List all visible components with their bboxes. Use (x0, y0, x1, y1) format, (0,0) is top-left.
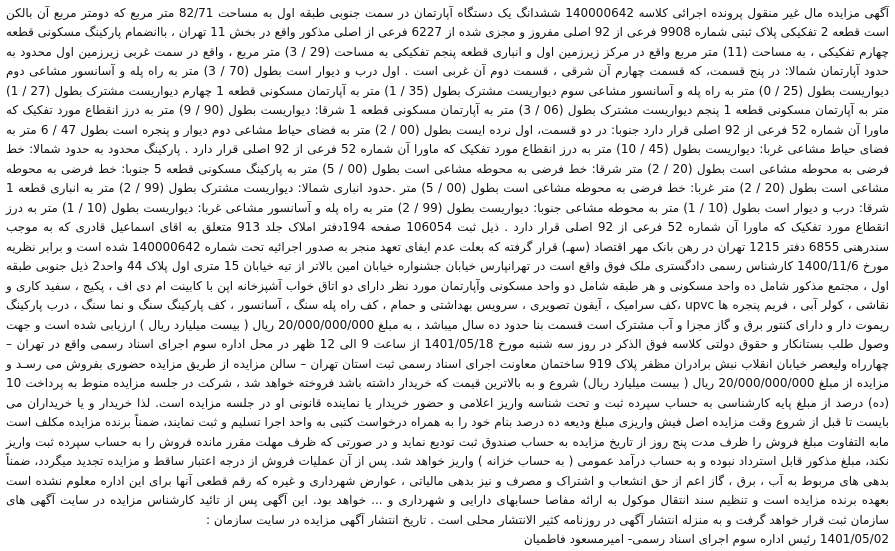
notice-signature: 1401/05/02 رئیس اداره سوم اجرای اسناد رسمی- امیرمسعود فاطمیان (523, 532, 889, 547)
notice-body: آگهی مزایده مال غیر منقول پرونده اجرائی کلاسه 140000642 ششدانگ یک دستگاه آپارتمان در سمت جنوبی طبقه اول به مساحت 82/71 متر مربع که دومتر مربع آن بالکن است قطعه 2 تفکیکی پلاک ثبتی شماره 9908 فرعی از 92 اصلی مفروز و مجزی شده از 6227 فرعی از اصلی مذکور واقع در بخش 11 تهران ، باانضمام پارکینگ مسکونی قطعه چهارم تفکیکی ، به مساحت (11) متر مربع واقع در مرکز زیرزمین اول و انباری قطعه پنجم تفکیکی به مساحت (29 / 3) متر مربع ، واقع در سمت غربی زیرزمین اول محدود به حدود آپارتمان شمالا: در پنج قسمت، که قسمت چهارم آن شرقی ، قسمت دوم آن غربی است . اول درب و دیوار است بطول (70 / 3) متر به راه پله و آسانسور مشاعی دوم دیواریست بطول (25 / 0) متر به راه پله و آسانسور مشاعی سوم دیواریست مشترک بطول (35 / 1) متر به آپارتمان مسکونی قطعه 1 چهارم دیواریست مشترک بطول (27 / 1) متر به آپارتمان مسکونی قطعه 1 پنجم دیواریست مشترک بطول (06 / 3) متر به آپارتمان مسکونی قطعه 1 شرقا: دیواریست بطول (90 / 9) متر به درز انقطاع مورد تفکیک که ماورا آن شماره 52 فرعی از 92 اصلی قرار دارد جنوبا: در دو قسمت، اول نرده ایست بطول (00 / 2) متر به فضای حیاط مشاعی دوم دیوار و پنجره است بطول 47 / 6 متر به فضای حیاط مشاعی غربا: دیواریست بطول (45 / 10) متر به درز انقطاع مورد تفکیک که ماورا آن شماره 52 فرعی از 92 اصلی قرار دارد . پارکینگ محدود به حدود شمالا: خط فرضی به محوطه مشاعی است بطول (20 / 2) متر شرقا: خط فرضی به محوطه مشاعی است بطول (00 / 5) متر به پارکینگ مسکونی قطعه 5 جنوبا: خط فرضی به محوطه مشاعی است بطول (20 / 2) متر غربا: خط فرضی به محوطه مشاعی است بطول (00 / 5) متر .حدود انباری شمالا: دیواریست مشترک بطول (99 / 2) متر به انباری قطعه 1 شرقا: درب و دیوار است بطول (10 / 1) متر به محوطه مشاعی جنوبا: دیواریست بطول (99 / 2) متر به راه پله و آسانسور مشاعی غربا: دیواریست بطول (10 / 1) متر به درز انقطاع مورد تفکیک که ماورا آن شماره 52 فرعی از 92 اصلی قرار دارد . ذیل ثبت 106054 صفحه 194دفتر املاک جلد 913 متعلق به اقای اسماعیل قادری که به موجب سندرهنی 6855 دفتر 1215 تهران در رهن بانک مهر اقتصاد (سهـ) قرار گرفته که بعلت عدم ایفای تعهد منجر به صدور اجرائیه تحت شماره 140000642 شده است و برابر نظریه مورخ 1400/11/6 کارشناس رسمی دادگستری ملک فوق واقع است در تهرانپارس خیابان جشنواره خیابان امین بالاتر از تیه خیابان 15 متری اول پلاک 44 واحد2 ذیل جنوبی طبقه اول ، مجتمع مذکور شامل ده واحد مسکونی و هر طبقه شامل دو واحد مسکونی وآپارتمان مورد نظر دارای دو اتاق خواب آشپزخانه اپن با کابینت ام دی اف ، پکیج ، سفید کاری و نقاشی ، کولر آبی ، فریم پنجره ها upvc ،کف سرامیک ، آیفون تصویری ، سرویس بهداشتی و حمام ، کف راه پله سنگ ، آسانسور ، کف پارکینگ سنگ و نما سنگ ، درب پارکینگ ریموت دار و دارای کنتور برق و گاز مجزا و آب مشترک است قسمت بنا حدود ده سال میباشد ، به مبلغ 20/000/000/000 ریال ( بیست میلیارد ریال ) ارزیابی شده است و جهت وصول طلب بستانکار و حقوق دولتی کلاسه فوق الذکر در روز سه شنبه مورخ 1401/05/18 از ساعت 9 الی 12 ظهر در محل اداره سوم اجرای اسناد رسمی واقع در تهران – چهارراه ولیعصر خیابان انقلاب نبش برادران مظفر پلاک 919 ساختمان معاونت اجرای اسناد رسمی ثبت استان تهران – سالن مزایده از طریق مزایده حضوری بفروش می رسـد و مزایده از مبلغ 20/000/000/000 ریال ( بیست میلیارد ریال) شروع و به بالاترین قیمت که خریدار داشته باشد فروخته خواهد شد ، شرکت در جلسه مزایده منوط به پرداخت 10 (ده) درصد از مبلغ پایه کارشناسی به حساب سپرده ثبت و تحت شناسه واریز اعلامی و حضور خریدار یا نماینده قانونی او در جلسه مزایده است. لذا خریدار و یا خریداران می بایست تا قبل از شروع وقت مزایده اصل فیش واریزی مبلغ ودیعه ده درصد بنام خود را به همراه درخواست کتبی به واحد اجرا تسلیم و ثبت نمایند، ضمناً برنده مزایده مکلف است مابه التفاوت مبلغ فروش را ظرف مدت پنج روز از تاریخ مزایده به حساب صندوق ثبت تودیع نماید و در صورتی که ظرف مهلت مقرر مانده فروش را به حساب سپرده ثبت واریز نکند، مبلغ مذکور قابل استرداد نبوده و به حساب درآمد عمومی ( به حساب خزانه ) واریز خواهد شد. پس از آن عملیات فروش از درجه اعتبار ساقط و مزایده تجدید میگردد، ضمناً بدهی های مربوط به آب ، برق ، گاز اعم از حق انشعاب و اشتراک و مصرف و نیز بدهی مالیاتی ، عوارض شهرداری و غیره که رقم قطعی آنها برای این اداره معلوم نشده است بعهده برنده مزایده است و تنظیم سند انتقال موکول به ارائه مفاصا حسابهای دارایی و شهرداری و ... خواهد بود. این آگهی پس از تائید کارشناس مزایده در سایت آگهی های سازمان ثبت قرار خواهد گرفت و به منزله انتشار آگهی در روزنامه کثیر الانتشار محلی است . تاریخ انتشار آگهی مزایده در سایت سازمان : (6, 6, 890, 527)
